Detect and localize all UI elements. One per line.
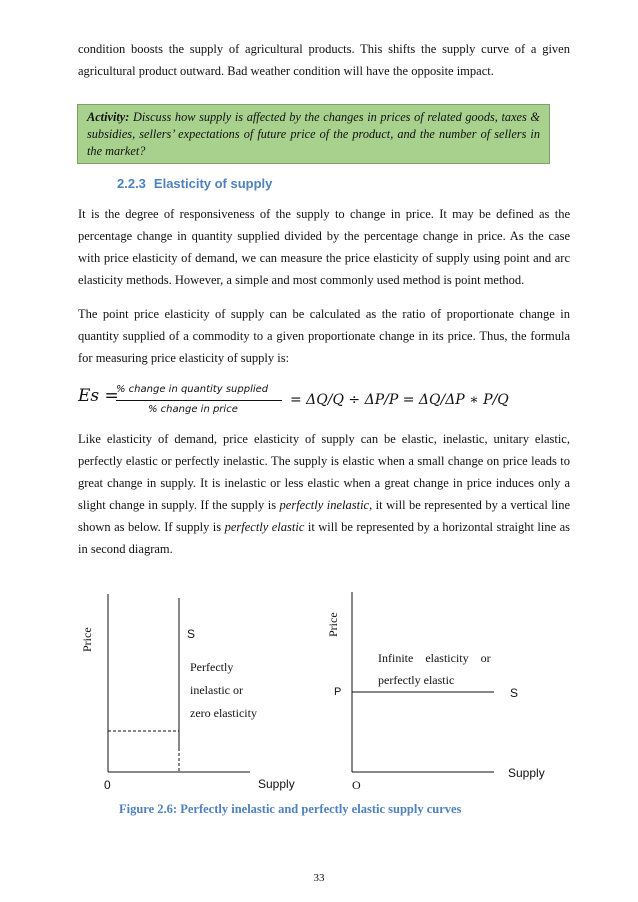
activity-label: Activity:	[87, 110, 130, 124]
diagram2-origin-label: O	[352, 778, 361, 792]
diagram2-description	[378, 647, 491, 691]
formula-rhs: = ΔQ/Q ÷ ΔP/P = ΔQ/ΔP ∗ P/Q	[290, 392, 509, 408]
diagram1-curve-label: S	[187, 627, 196, 641]
formula-denominator: % change in price	[148, 404, 238, 415]
figure-caption: Figure 2.6: Perfectly inelastic and perfectly elastic supply curves	[119, 802, 462, 816]
activity-text: Discuss how supply is affected by the changes in prices of related goods, taxes & subsidies, sellers’ expectations of future price of the product, and the number of sellers in the market?	[87, 110, 540, 158]
diagram1-origin-label: 0	[104, 778, 111, 792]
types-emphasis-elastic: perfectly elastic	[224, 520, 305, 534]
diagram2-description-line: perfectly elastic	[378, 673, 455, 687]
diagram1-description-line: inelastic or	[190, 683, 243, 697]
section-title: Elasticity of supply	[153, 176, 273, 191]
diagram2-description-line: Infinite elasticity or	[378, 651, 491, 665]
types-text-2: , it will be represented by a vertical line shown as below. If supply is	[78, 498, 571, 534]
formula-lhs: Es =	[78, 386, 119, 406]
diagram2-curve-label: S	[510, 686, 519, 700]
diagram1-description-line: Perfectly	[190, 660, 234, 674]
types-emphasis-inelastic: perfectly inelastic	[279, 498, 370, 512]
formula-numerator: % change in quantity supplied	[116, 384, 269, 395]
types-text-3: it will be represented by a horizontal straight line as in second diagram.	[78, 520, 571, 556]
diagram2-y-label: Price	[326, 612, 340, 637]
point-method-paragraph: The point price elasticity of supply can be calculated as the ratio of proportionate change in quantity supplied of a commodity to a given proportionate change in its price. Thus, the formula for measuring price elasticity of supply is:	[78, 307, 570, 365]
diagram2-price-label: P	[334, 686, 342, 698]
elasticity-definition-paragraph: It is the degree of responsiveness of the supply to change in price. It may be defined as the percentage change in quantity supplied divided by the percentage change in price. As the case with price elasticity of demand, we can measure the price elasticity of supply using point and arc elasticity methods. However, a simple and most commonly used method is point method.	[78, 207, 570, 287]
intro-paragraph: condition boosts the supply of agricultural products. This shifts the supply curve of a given agricultural product outward. Bad weather condition will have the opposite impact.	[78, 42, 570, 78]
section-number: 2.2.3	[117, 176, 146, 191]
diagram2-x-label: Supply	[508, 766, 545, 780]
types-text-1: Like elasticity of demand, price elasticity of supply can be elastic, inelastic, unitary elastic, perfectly elastic or perfectly inelastic. The supply is elastic when a small change on price leads to great change in supply. It is inelastic or less elastic when a great change in price induces only a slight change in supply. If the supply is	[78, 432, 570, 512]
diagram1-y-label: Price	[80, 627, 94, 652]
diagram1-description	[190, 656, 257, 725]
diagram1-x-label: Supply	[258, 777, 295, 791]
page-number: 33	[313, 872, 325, 884]
diagram1-description-line: zero elasticity	[190, 706, 257, 720]
